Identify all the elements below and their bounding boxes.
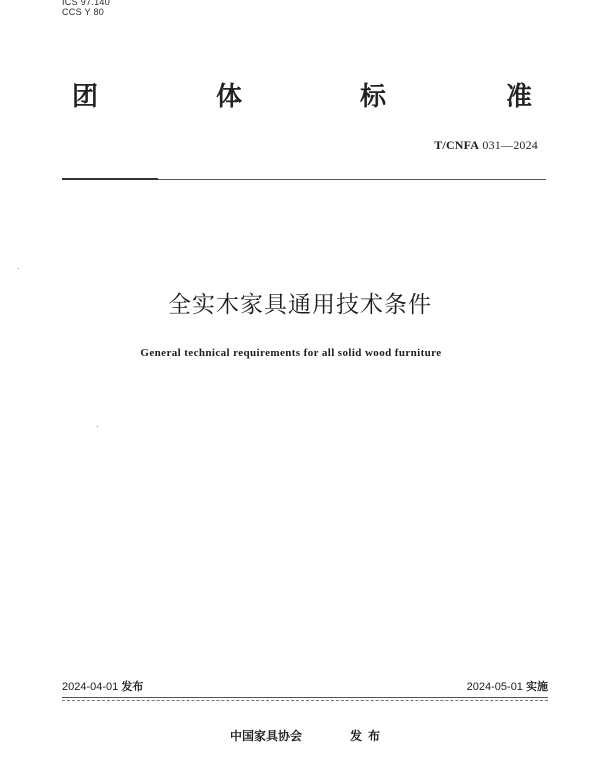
header-rule-thick	[62, 178, 158, 180]
title-english: General technical requirements for all solid wood furniture	[140, 347, 442, 359]
header-rule-thin	[158, 179, 546, 180]
issue-date-value: 2024-04-01	[62, 681, 119, 693]
issue-date	[62, 680, 143, 694]
standard-type-char-4: 准	[506, 82, 533, 112]
ics-code: ICS 97.140	[62, 0, 111, 7]
standard-number-prefix: T/CNFA	[434, 138, 480, 152]
title-chinese: 全实木家具通用技术条件	[168, 292, 432, 318]
implement-action-label: 实施	[526, 680, 548, 693]
implement-date-value: 2024-05-01	[466, 681, 523, 693]
footer-rule-dashed	[62, 700, 548, 701]
standard-type-char-1: 团	[72, 82, 99, 112]
scan-speck	[18, 268, 19, 269]
standard-number	[434, 138, 538, 152]
publisher-name: 中国家具协会	[230, 729, 303, 743]
standard-type-char-3: 标	[360, 82, 387, 112]
standard-type-char-2: 体	[216, 82, 243, 112]
standard-number-value: 031—2024	[482, 138, 538, 152]
implement-date	[467, 680, 548, 694]
ccs-code: CCS Y 80	[62, 7, 105, 17]
footer-rule	[62, 697, 548, 698]
publish-label: 发布	[350, 729, 387, 743]
scan-speck	[97, 426, 98, 427]
issue-action-label: 发布	[121, 680, 144, 693]
